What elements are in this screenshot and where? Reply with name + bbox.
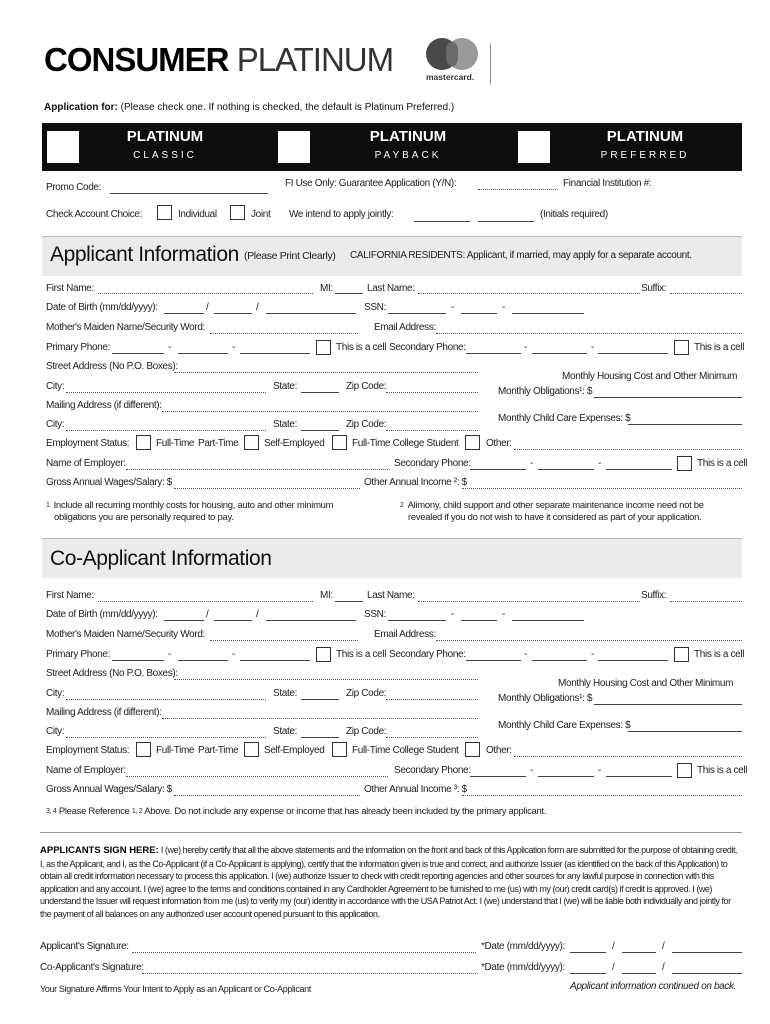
co-checkbox-full-time[interactable] [136,742,151,757]
co-primary-phone-line[interactable] [240,660,310,661]
employer-field[interactable] [126,469,388,470]
mailing-address-field[interactable] [162,411,478,412]
sign-divider [40,832,742,833]
applicant-signature-label: Applicant's Signature: [40,941,129,952]
mastercard-logo [422,36,488,86]
co-applicant-date-slash-2: / [662,962,665,973]
co-secondary-phone-dash-2: - [591,649,594,660]
co-ssn-part-2[interactable] [461,620,497,621]
applicant-date-slash-1: / [612,941,615,952]
co-state-field[interactable] [301,699,339,700]
primary-phone-dash-2: - [232,342,235,353]
wages-label: Gross Annual Wages/Salary: $ [46,477,173,488]
ssn-part-3[interactable] [512,313,584,314]
maiden-name-label: Mother's Maiden Name/Security Word: [46,322,205,333]
housing-cost-field[interactable] [594,397,742,398]
applicant-date-label: *Date (mm/dd/yyyy): [481,941,565,952]
title-bold: CONSUMER [44,41,229,78]
student-label: Full-Time College Student [352,438,459,449]
co-secondary-cell-label: This is a cell [694,649,745,660]
co-city-field-2[interactable] [66,737,266,738]
co-first-name-field[interactable] [98,601,313,602]
co-mailing-address-field[interactable] [162,718,478,719]
co-ssn-part-3[interactable] [512,620,584,621]
co-employer-cell-label: This is a cell [697,765,748,776]
co-dob-month[interactable] [164,620,204,621]
suffix-field[interactable] [670,293,742,294]
employment-status-label: Employment Status: [46,438,130,449]
co-checkbox-self-employed[interactable] [244,742,259,757]
mi-label: MI: [320,283,333,294]
footnote-2-line-1: Alimony, child support and other separate maintenance income need not be [407,500,704,511]
co-mi-field[interactable] [335,601,363,602]
footnote-3-4-ref: 1, 2 [131,808,143,815]
mailing-address-label: Mailing Address (if different): [46,400,162,411]
co-dob-slash-2: / [256,609,259,620]
part-time-label: Part-Time [198,438,239,449]
email-field[interactable] [436,333,742,334]
sign-heading: APPLICANTS SIGN HERE: [40,845,159,856]
guarantee-field[interactable] [478,189,556,190]
zip-label: Zip Code: [346,381,387,392]
co-email-label: Email Address: [374,629,436,640]
dob-slash-1: / [206,302,209,313]
co-checkbox-other[interactable] [465,742,480,757]
co-secondary-phone-area[interactable] [466,660,521,661]
employer-phone-line[interactable] [606,469,672,470]
email-label: Email Address: [374,322,436,333]
co-first-name-label: First Name: [46,590,94,601]
promo-code-label: Promo Code: [46,182,102,193]
footnote-1-line-1: Include all recurring monthly costs for housing, auto and other minimum [53,500,334,511]
co-ssn-label: SSN: [364,609,386,620]
footnote-2 [400,500,704,524]
co-ssn-dash-1: - [451,609,454,620]
card-name-classic: PLATINUM [126,128,204,145]
footnote-3-4-post: Above. Do not include any expense or income that has already been included by the primary applicant. [144,806,547,817]
employer-phone-dash-1: - [530,458,533,469]
employer-label: Name of Employer: [46,458,126,469]
co-applicant-date-month[interactable] [570,973,606,974]
card-sub-classic: CLASSIC [133,150,197,161]
co-employer-label: Name of Employer: [46,765,126,776]
employer-phone-dash-2: - [598,458,601,469]
zip-field[interactable] [386,392,478,393]
co-other-income-label: Other Annual Income ³: $ [364,784,467,795]
co-other-field[interactable] [514,756,742,757]
co-mailing-address-label: Mailing Address (if different): [46,707,162,718]
state-label-2: State: [273,419,298,430]
co-wages-field[interactable] [174,795,360,796]
co-employment-status-label: Employment Status: [46,745,130,756]
co-employer-phone-line[interactable] [606,776,672,777]
co-street-address-field[interactable] [174,679,478,680]
footnote-1-mark: 1 [46,502,50,509]
co-applicant-section-title: Co-Applicant Information [50,547,272,570]
city-label: City: [46,381,65,392]
co-wages-label: Gross Annual Wages/Salary: $ [46,784,173,795]
child-care-label: Monthly Child Care Expenses: $ [498,413,631,424]
co-dob-slash-1: / [206,609,209,620]
co-housing-cost-field[interactable] [594,704,742,705]
secondary-phone-label: Secondary Phone: [389,342,466,353]
primary-phone-area[interactable] [112,353,164,354]
logo-text: mastercard. [426,72,475,82]
co-child-care-label: Monthly Child Care Expenses: $ [498,720,631,731]
checkbox-platinum-classic[interactable] [47,131,79,163]
co-checkbox-student[interactable] [332,742,347,757]
co-employer-field[interactable] [126,776,388,777]
co-housing-cost-label-1: Monthly Housing Cost and Other Minimum [558,678,734,689]
co-applicant-signature-label: Co-Applicant's Signature: [40,962,144,973]
co-other-label: Other: [486,745,512,756]
employer-cell-label: This is a cell [697,458,748,469]
ssn-dash-1: - [451,302,454,313]
footnote-3-4-mark: 3, 4 [46,808,57,815]
co-primary-cell-label: This is a cell [336,649,387,660]
state-field[interactable] [301,392,339,393]
check-account-label: Check Account Choice: [46,209,143,220]
co-ssn-part-1[interactable] [388,620,446,621]
street-address-field[interactable] [174,372,478,373]
california-note: CALIFORNIA RESIDENTS: Applicant, if married, may apply for a separate account. [350,250,692,261]
card-sub-preferred: PREFERRED [600,150,690,161]
co-primary-phone-dash-1: - [168,649,171,660]
applicant-date-month[interactable] [570,952,606,953]
jointly-label: We intend to apply jointly: [289,209,394,220]
street-address-label: Street Address (No P.O. Boxes): [46,361,178,372]
secondary-phone-prefix[interactable] [532,353,587,354]
co-housing-cost-label-2: Monthly Obligations¹: $ [498,693,593,704]
footnote-3-4 [46,806,546,818]
ssn-part-2[interactable] [461,313,497,314]
last-name-label: Last Name: [367,283,415,294]
co-primary-phone-dash-2: - [232,649,235,660]
co-employer-phone-dash-1: - [530,765,533,776]
last-name-field[interactable] [418,293,640,294]
co-city-label-2: City: [46,726,65,737]
co-secondary-phone-dash-1: - [524,649,527,660]
co-secondary-phone-line[interactable] [598,660,668,661]
dob-day[interactable] [214,313,252,314]
other-label: Other: [486,438,512,449]
housing-cost-label-1: Monthly Housing Cost and Other Minimum [562,371,738,382]
financial-institution-label: Financial Institution #: [563,178,652,189]
card-sub-payback: PAYBACK [374,150,442,161]
ssn-dash-2: - [502,302,505,313]
card-name-preferred: PLATINUM [606,128,684,145]
application-for-text: (Please check one. If nothing is checked, the default is Platinum Preferred.) [120,102,455,113]
applicant-section-title: Applicant Information [50,243,239,266]
promo-code-field[interactable] [110,193,268,194]
application-for [44,102,454,113]
other-field[interactable] [514,449,742,450]
footnote-2-mark: 2 [400,502,404,509]
co-state-label-2: State: [273,726,298,737]
primary-phone-prefix[interactable] [178,353,228,354]
fi-use-label: FI Use Only: Guarantee Application (Y/N): [285,178,457,189]
co-zip-label: Zip Code: [346,688,387,699]
employer-phone-label: Secondary Phone: [394,458,471,469]
applicant-date-year[interactable] [672,952,742,953]
header-divider [490,44,491,84]
checkbox-primary-cell[interactable] [316,340,331,355]
co-applicant-date-year[interactable] [672,973,742,974]
co-primary-phone-area[interactable] [112,660,164,661]
checkbox-other[interactable] [465,435,480,450]
applicant-date-day[interactable] [622,952,656,953]
mi-field[interactable] [335,293,363,294]
co-suffix-field[interactable] [670,601,742,602]
co-maiden-name-field[interactable] [210,640,358,641]
certification-paragraph [40,844,742,921]
secondary-phone-line[interactable] [598,353,668,354]
state-field-2[interactable] [301,430,339,431]
co-employer-phone-dash-2: - [598,765,601,776]
checkbox-joint[interactable] [230,205,245,220]
co-primary-phone-label: Primary Phone: [46,649,111,660]
joint-label: Joint [251,209,271,220]
co-part-time-label: Part-Time [198,745,239,756]
co-dob-year[interactable] [266,620,356,621]
co-state-label: State: [273,688,298,699]
co-secondary-phone-prefix[interactable] [532,660,587,661]
checkbox-self-employed[interactable] [244,435,259,450]
employer-phone-prefix[interactable] [538,469,594,470]
co-zip-field-2[interactable] [386,737,478,738]
co-dob-day[interactable] [214,620,252,621]
wages-field[interactable] [174,488,360,489]
applicant-signature-field[interactable] [132,952,476,953]
co-full-time-label: Full-Time [156,745,195,756]
co-ssn-dash-2: - [502,609,505,620]
first-name-label: First Name: [46,283,94,294]
co-applicant-date-slash-1: / [612,962,615,973]
co-dob-label: Date of Birth (mm/dd/yyyy): [46,609,158,620]
ssn-part-1[interactable] [388,313,446,314]
checkbox-platinum-payback[interactable] [278,131,310,163]
ssn-label: SSN: [364,302,386,313]
co-checkbox-secondary-cell[interactable] [674,647,689,662]
checkbox-individual[interactable] [157,205,172,220]
card-name-payback: PLATINUM [369,128,447,145]
footnote-1 [46,500,333,524]
primary-cell-label: This is a cell [336,342,387,353]
co-primary-phone-prefix[interactable] [178,660,228,661]
co-zip-field[interactable] [386,699,478,700]
certification-text: I (we) hereby certify that all the above statements and the information on the front and back of this Application form are submitted for the purpose of obtaining credit. I, as the Applicant, and I, as the Co-Applicant (if a Co-Applicant is applying), certify that the information given is true and correct, and authorize Issuer (as identified on the back of this Application) to obtain all credit information necessary to process this application. I (we) authorize Issuer to check with credit reporting agencies and other sources for any lawful purpose in connection with this application and any account. I (we) agree to the terms and conditions contained in any Cardholder Agreement to be furnished to me (us) with my (our) credit card(s) if credit is approved. I (we) understand the Issuer will request information from me (us) to verify my (our) identity in accordance with the USA Patriot Act. I (we) understand that I (we) will be liable both individually and jointly for the payment of all balances on any authorized user account opened pursuant to this application. [40,845,738,919]
maiden-name-field[interactable] [210,333,358,334]
continued-on-back-note: Applicant information continued on back. [570,981,737,992]
co-state-field-2[interactable] [301,737,339,738]
primary-phone-dash-1: - [168,342,171,353]
zip-field-2[interactable] [386,430,478,431]
primary-phone-line[interactable] [240,353,310,354]
application-for-label: Application for: [44,102,118,113]
co-child-care-field[interactable] [628,731,742,732]
co-city-field[interactable] [66,699,266,700]
footnote-2-line-2: revealed if you do not wish to have it considered as part of your application. [408,512,702,523]
dob-month[interactable] [164,313,204,314]
initials-field-1[interactable] [414,221,470,222]
checkbox-employer-cell[interactable] [677,456,692,471]
dob-slash-2: / [256,302,259,313]
secondary-phone-area[interactable] [466,353,521,354]
child-care-field[interactable] [628,424,742,425]
dob-label: Date of Birth (mm/dd/yyyy): [46,302,158,313]
co-last-name-field[interactable] [418,601,640,602]
checkbox-platinum-preferred[interactable] [518,131,550,163]
city-label-2: City: [46,419,65,430]
other-income-field[interactable] [462,488,742,489]
zip-label-2: Zip Code: [346,419,387,430]
co-employer-phone-area[interactable] [470,776,526,777]
secondary-phone-dash-2: - [591,342,594,353]
co-street-address-label: Street Address (No P.O. Boxes): [46,668,178,679]
co-applicant-date-day[interactable] [622,973,656,974]
co-last-name-label: Last Name: [367,590,415,601]
form-title [44,40,393,80]
other-income-label: Other Annual Income ²: $ [364,477,467,488]
dob-year[interactable] [266,313,356,314]
co-maiden-name-label: Mother's Maiden Name/Security Word: [46,629,205,640]
checkbox-student[interactable] [332,435,347,450]
suffix-label: Suffix: [641,283,667,294]
title-light: PLATINUM [236,41,394,78]
secondary-cell-label: This is a cell [694,342,745,353]
co-student-label: Full-Time College Student [352,745,459,756]
applicant-date-slash-2: / [662,941,665,952]
co-zip-label-2: Zip Code: [346,726,387,737]
individual-label: Individual [178,209,217,220]
co-checkbox-primary-cell[interactable] [316,647,331,662]
checkbox-full-time[interactable] [136,435,151,450]
employer-phone-area[interactable] [470,469,526,470]
first-name-field[interactable] [98,293,313,294]
co-employer-phone-label: Secondary Phone: [394,765,471,776]
footnote-1-line-2: obligations you are personally required to pay. [54,512,234,523]
co-suffix-label: Suffix: [641,590,667,601]
state-label: State: [273,381,298,392]
initials-required: (Initials required) [540,209,608,220]
city-field[interactable] [66,392,266,393]
city-field-2[interactable] [66,430,266,431]
co-applicant-signature-field[interactable] [142,973,476,974]
co-city-label: City: [46,688,65,699]
initials-field-2[interactable] [478,221,534,222]
co-employer-phone-prefix[interactable] [538,776,594,777]
full-time-label: Full-Time [156,438,195,449]
co-applicant-date-label: *Date (mm/dd/yyyy): [481,962,565,973]
co-secondary-phone-label: Secondary Phone: [389,649,466,660]
co-other-income-field[interactable] [462,795,742,796]
co-mi-label: MI: [320,590,333,601]
footnote-3-4-pre: Please Reference [58,806,130,817]
checkbox-secondary-cell[interactable] [674,340,689,355]
self-employed-label: Self-Employed [264,438,325,449]
primary-phone-label: Primary Phone: [46,342,111,353]
secondary-phone-dash-1: - [524,342,527,353]
print-clearly-note: (Please Print Clearly) [244,250,336,262]
signature-affirms-note: Your Signature Affirms Your Intent to Apply as an Applicant or Co-Applicant [40,984,311,994]
housing-cost-label-2: Monthly Obligations¹: $ [498,386,593,397]
co-checkbox-employer-cell[interactable] [677,763,692,778]
co-self-employed-label: Self-Employed [264,745,325,756]
co-email-field[interactable] [436,640,742,641]
